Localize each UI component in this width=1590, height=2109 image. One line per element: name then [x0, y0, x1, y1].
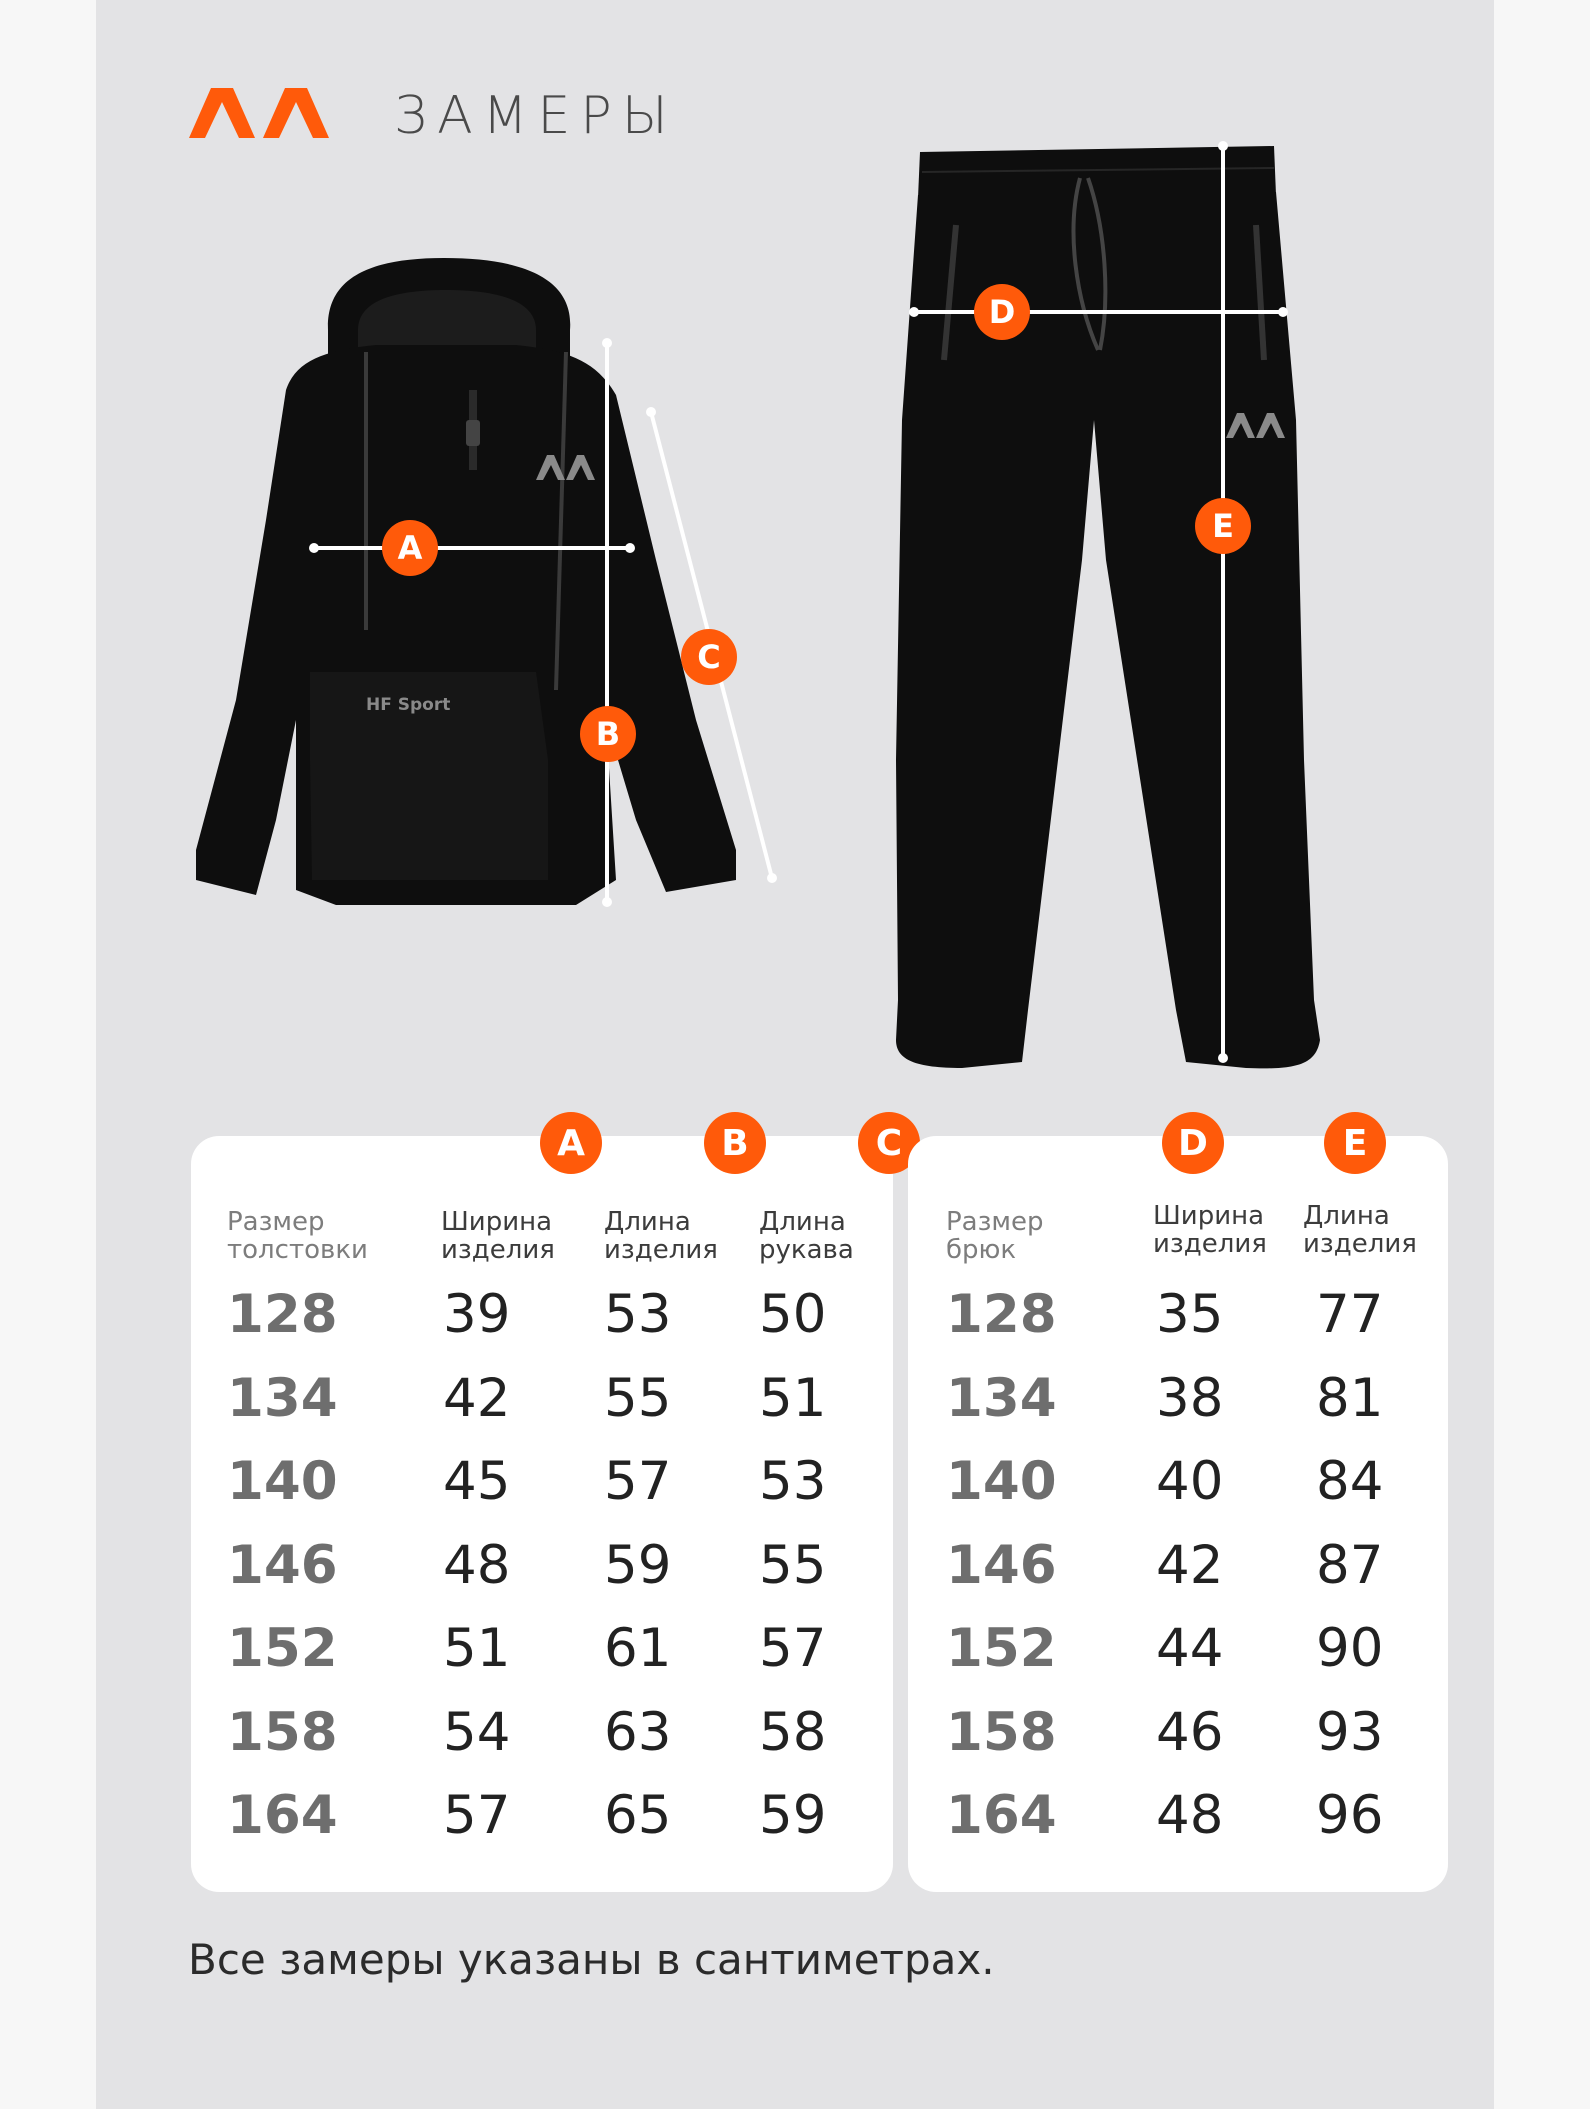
pants-cell-r5-c1: 152	[946, 1618, 1057, 1679]
pants-cell-r2-c3: 81	[1316, 1367, 1384, 1429]
pants-cell-r4-c3: 87	[1316, 1534, 1384, 1596]
pants-cell-r7-c1: 164	[946, 1785, 1057, 1846]
hoodie-cell-r6-c2: 54	[443, 1701, 511, 1763]
hoodie-cell-r2-c4: 51	[759, 1367, 827, 1429]
hoodie-cell-r4-c2: 48	[443, 1534, 511, 1596]
pants-length-header: Длина изделия	[1303, 1201, 1417, 1259]
hoodie-size-header: Размер толстовки	[227, 1207, 368, 1265]
pants-cell-r6-c3: 93	[1316, 1701, 1384, 1763]
badge-e: E	[1195, 498, 1251, 554]
size-chart-canvas	[96, 0, 1494, 2109]
pants-cell-r1-c3: 77	[1316, 1284, 1384, 1345]
pants-cell-r2-c2: 38	[1156, 1367, 1224, 1429]
hoodie-cell-r6-c3: 63	[604, 1701, 672, 1763]
badge-d: D	[974, 284, 1030, 340]
hoodie-sleeve-header: Длина рукава	[759, 1207, 854, 1265]
hoodie-cell-r1-c4: 50	[759, 1284, 827, 1345]
hoodie-cell-r7-c2: 57	[443, 1785, 511, 1846]
hoodie-cell-r3-c2: 45	[443, 1451, 511, 1512]
hoodie-length-header: Длина изделия	[604, 1207, 718, 1265]
hoodie-width-header: Ширина изделия	[441, 1207, 555, 1265]
garment-illustrations	[96, 0, 1494, 1100]
column-badge-c: C	[858, 1112, 920, 1174]
pants-cell-r3-c1: 140	[946, 1451, 1057, 1512]
hoodie-cell-r2-c3: 55	[604, 1367, 672, 1429]
pants-illustration	[896, 141, 1320, 1068]
hoodie-cell-r3-c1: 140	[227, 1451, 338, 1512]
pants-cell-r4-c1: 146	[946, 1534, 1057, 1596]
hoodie-cell-r1-c3: 53	[604, 1284, 672, 1345]
hoodie-cell-r7-c1: 164	[227, 1785, 338, 1846]
column-badge-a: A	[540, 1112, 602, 1174]
hoodie-cell-r1-c2: 39	[443, 1284, 511, 1345]
column-badge-d: D	[1162, 1112, 1224, 1174]
hoodie-cell-r2-c1: 134	[227, 1367, 338, 1429]
hoodie-cell-r2-c2: 42	[443, 1367, 511, 1429]
pants-cell-r7-c3: 96	[1316, 1785, 1384, 1846]
column-badge-e: E	[1324, 1112, 1386, 1174]
hoodie-size-table	[191, 1122, 903, 1892]
column-badge-b: B	[704, 1112, 766, 1174]
hoodie-cell-r7-c4: 59	[759, 1785, 827, 1846]
hoodie-cell-r6-c1: 158	[227, 1701, 338, 1763]
badge-a: A	[382, 520, 438, 576]
page-title: ЗАМЕРЫ	[394, 86, 678, 146]
hoodie-cell-r4-c3: 59	[604, 1534, 672, 1596]
hoodie-cell-r5-c4: 57	[759, 1618, 827, 1679]
hoodie-cell-r5-c2: 51	[443, 1618, 511, 1679]
footer-note: Все замеры указаны в сантиметрах.	[188, 1935, 995, 1984]
pants-cell-r7-c2: 48	[1156, 1785, 1224, 1846]
hoodie-illustration	[196, 258, 777, 907]
pants-size-table	[908, 1122, 1448, 1892]
badge-c: C	[681, 629, 737, 685]
badge-b: B	[580, 706, 636, 762]
pants-cell-r5-c2: 44	[1156, 1618, 1224, 1679]
pants-cell-r6-c2: 46	[1156, 1701, 1224, 1763]
pants-cell-r3-c2: 40	[1156, 1451, 1224, 1512]
pants-cell-r1-c2: 35	[1156, 1284, 1224, 1345]
pants-cell-r4-c2: 42	[1156, 1534, 1224, 1596]
hoodie-cell-r6-c4: 58	[759, 1701, 827, 1763]
pants-width-header: Ширина изделия	[1153, 1201, 1267, 1259]
hoodie-cell-r3-c3: 57	[604, 1451, 672, 1512]
hoodie-cell-r5-c3: 61	[604, 1618, 672, 1679]
hoodie-print-text: HF Sport	[366, 695, 451, 715]
hoodie-cell-r3-c4: 53	[759, 1451, 827, 1512]
pants-cell-r2-c1: 134	[946, 1367, 1057, 1429]
pants-cell-r5-c3: 90	[1316, 1618, 1384, 1679]
hoodie-cell-r1-c1: 128	[227, 1284, 338, 1345]
hoodie-cell-r4-c4: 55	[759, 1534, 827, 1596]
hoodie-cell-r5-c1: 152	[227, 1618, 338, 1679]
hoodie-cell-r7-c3: 65	[604, 1785, 672, 1846]
pants-cell-r1-c1: 128	[946, 1284, 1057, 1345]
pants-cell-r3-c3: 84	[1316, 1451, 1384, 1512]
hoodie-cell-r4-c1: 146	[227, 1534, 338, 1596]
pants-cell-r6-c1: 158	[946, 1701, 1057, 1763]
pants-size-header: Размер брюк	[946, 1207, 1044, 1265]
